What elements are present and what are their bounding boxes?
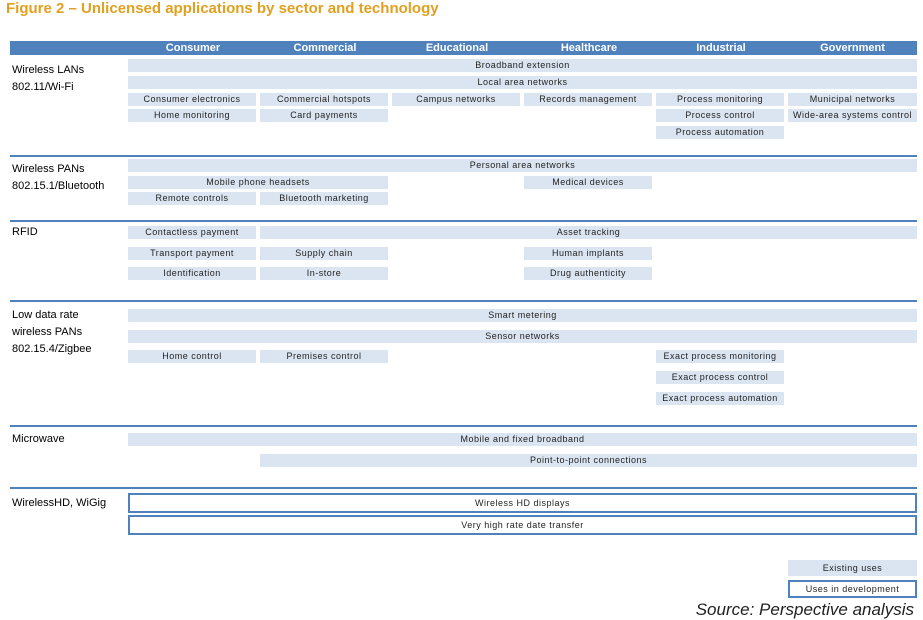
- sector-consumer: Consumer: [165, 42, 221, 54]
- cell-process-monitoring: Process monitoring: [656, 93, 784, 106]
- cell-remote-controls: Remote controls: [128, 192, 256, 205]
- cell-medical-devices: Medical devices: [524, 176, 652, 189]
- cell-wireless-hd-displays: Wireless HD displays: [128, 493, 917, 513]
- sector-educational: Educational: [425, 42, 489, 54]
- sector-commercial: Commercial: [293, 42, 357, 54]
- cell-local-area-networks: Local area networks: [128, 76, 917, 89]
- cell-supply-chain: Supply chain: [260, 247, 388, 260]
- cell-smart-metering: Smart metering: [128, 309, 917, 322]
- cell-exact-process-control: Exact process control: [656, 371, 784, 384]
- cell-broadband-extension: Broadband extension: [128, 59, 917, 72]
- cell-transport-payment: Transport payment: [128, 247, 256, 260]
- cell-exact-process-automation: Exact process automation: [656, 392, 784, 405]
- cell-sensor-networks: Sensor networks: [128, 330, 917, 343]
- section-divider: [10, 155, 917, 157]
- cell-card-payments: Card payments: [260, 109, 388, 122]
- cell-home-control: Home control: [128, 350, 256, 363]
- cell-personal-area-networks: Personal area networks: [128, 159, 917, 172]
- tech-zigbee: Low data rate wireless PANs 802.15.4/Zigbee: [12, 309, 92, 355]
- cell-records-management: Records management: [524, 93, 652, 106]
- section-divider: [10, 220, 917, 222]
- cell-wide-area-systems-control: Wide-area systems control: [788, 109, 917, 122]
- cell-premises-control: Premises control: [260, 350, 388, 363]
- tech-wireless-pans: Wireless PANs 802.15.1/Bluetooth: [12, 163, 105, 192]
- sector-header-bar: [10, 41, 917, 55]
- cell-identification: Identification: [128, 267, 256, 280]
- section-divider: [10, 487, 917, 489]
- cell-in-store: In-store: [260, 267, 388, 280]
- cell-exact-process-monitoring: Exact process monitoring: [656, 350, 784, 363]
- tech-wirelesshd: WirelessHD, WiGig: [12, 497, 107, 509]
- cell-mobile-fixed-broadband: Mobile and fixed broadband: [128, 433, 917, 446]
- cell-mobile-phone-headsets: Mobile phone headsets: [128, 176, 388, 189]
- cell-home-monitoring: Home monitoring: [128, 109, 256, 122]
- sector-healthcare: Healthcare: [560, 42, 618, 54]
- section-divider: [10, 300, 917, 302]
- cell-point-to-point: Point-to-point connections: [260, 454, 917, 467]
- cell-process-automation: Process automation: [656, 126, 784, 139]
- tech-microwave: Microwave: [12, 433, 65, 445]
- cell-process-control: Process control: [656, 109, 784, 122]
- cell-very-high-rate-transfer: Very high rate date transfer: [128, 515, 917, 535]
- tech-rfid: RFID: [12, 226, 38, 238]
- section-divider: [10, 425, 917, 427]
- cell-drug-authenticity: Drug authenticity: [524, 267, 652, 280]
- sector-government: Government: [820, 42, 885, 54]
- cell-consumer-electronics: Consumer electronics: [128, 93, 256, 106]
- sector-industrial: Industrial: [696, 42, 746, 54]
- tech-wireless-lans: Wireless LANs 802.11/Wi-Fi: [12, 64, 85, 93]
- legend-uses-in-development: Uses in development: [788, 580, 917, 598]
- cell-campus-networks: Campus networks: [392, 93, 520, 106]
- cell-municipal-networks: Municipal networks: [788, 93, 917, 106]
- cell-human-implants: Human implants: [524, 247, 652, 260]
- legend-existing-uses: Existing uses: [788, 560, 917, 576]
- cell-bluetooth-marketing: Bluetooth marketing: [260, 192, 388, 205]
- cell-commercial-hotspots: Commercial hotspots: [260, 93, 388, 106]
- source-note: Source: Perspective analysis: [695, 600, 914, 619]
- cell-asset-tracking: Asset tracking: [260, 226, 917, 239]
- figure-title: Figure 2 – Unlicensed applications by sector and technology: [6, 0, 439, 17]
- cell-contactless-payment: Contactless payment: [128, 226, 256, 239]
